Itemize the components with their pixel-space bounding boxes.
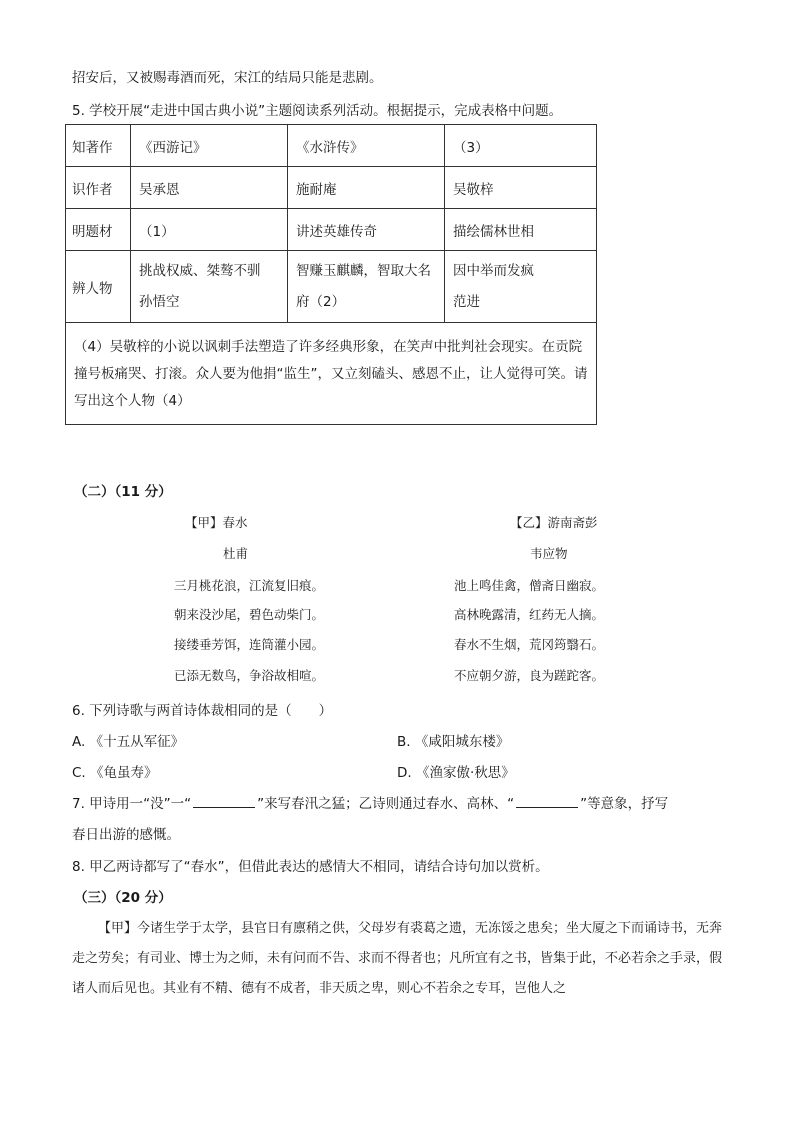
- option-b: B. 《咸阳城东楼》: [397, 734, 510, 750]
- table-cell: （3）: [445, 125, 597, 167]
- poem-line: 已添无数鸟，争浴故相喧。: [174, 668, 325, 683]
- answer-blank[interactable]: [193, 795, 255, 808]
- table-cell: 讲述英雄传奇: [288, 209, 445, 251]
- cell-line: 因中举而发疯: [453, 262, 534, 279]
- option-d: D. 《渔家傲·秋思》: [397, 765, 515, 781]
- poem-line: 朝来没沙尾，碧色动柴门。: [174, 607, 325, 622]
- poem-line: 三月桃花浪，江流复旧痕。: [174, 578, 325, 593]
- cell-line: 挑战权威、桀骜不驯: [139, 262, 261, 279]
- table-cell: 描绘儒林世相: [445, 209, 597, 251]
- poem-line: 池上鸣佳禽，僧斋日幽寂。: [454, 578, 605, 593]
- option-a: A. 《十五从军征》: [72, 734, 185, 750]
- row-head: 明题材: [66, 209, 131, 251]
- cell-line: 范进: [453, 293, 480, 310]
- table-cell: 《水浒传》: [288, 125, 445, 167]
- table-row: [66, 125, 597, 167]
- option-c: C. 《龟虽寿》: [72, 765, 158, 781]
- poem-line: 接缕垂芳饵，连筒灌小园。: [174, 637, 325, 652]
- cell-line: 府（2）: [296, 293, 346, 310]
- cell-line: 智赚玉麒麟，智取大名: [296, 262, 431, 279]
- question-7-line-1: [72, 792, 668, 812]
- question-5-prompt: 5. 学校开展“走进中国古典小说”主题阅读系列活动。根据提示，完成表格中问题。: [72, 103, 563, 119]
- answer-blank[interactable]: [516, 795, 578, 808]
- poem-a-title: 【甲】春水: [185, 515, 248, 530]
- continuation-line: 招安后，又被赐毒酒而死，宋江的结局只能是悲剧。: [72, 70, 383, 86]
- row-head: 识作者: [66, 167, 131, 209]
- table-cell: [445, 251, 597, 323]
- table-cell: 吴敬梓: [445, 167, 597, 209]
- table-cell: [131, 251, 288, 323]
- section-3-heading: （三）（20 分）: [74, 890, 172, 906]
- table-row: [66, 209, 597, 251]
- table-row: [66, 251, 597, 323]
- question-8: 8. 甲乙两诗都写了“春水”，但借此表达的感情大不相同，请结合诗句加以赏析。: [72, 859, 549, 875]
- row-head: 辨人物: [66, 251, 131, 323]
- table-row: [66, 323, 597, 425]
- row-head: 知著作: [66, 125, 131, 167]
- passage-jia: 【甲】今诸生学于太学，县官日有廪稍之供，父母岁有裘葛之遗，无冻馁之患矣；坐大厦之下而诵诗书，无奔走之劳矣；有司业、博士为之师，未有问而不告、求而不得者也；凡所宜有之书，皆集于此，不必若余之手录，假诸人而后见也。其业有不精、德有不成者，非天质之卑，则心不若余之专耳，岂他人之: [72, 921, 723, 996]
- table-cell: 施耐庵: [288, 167, 445, 209]
- question-7-line-2: 春日出游的感慨。: [72, 827, 180, 843]
- section-2-heading: （二）（11 分）: [74, 484, 172, 500]
- poem-b-author: 韦应物: [530, 546, 568, 561]
- table-cell: [288, 251, 445, 323]
- poem-b-title: 【乙】游南斋彭: [510, 515, 598, 530]
- cell-line: 孙悟空: [139, 293, 180, 310]
- poem-line: 春水不生烟，荒冈筠翳石。: [454, 637, 605, 652]
- table-cell: 吴承恩: [131, 167, 288, 209]
- q7-text: 7. 甲诗用一“没”一“: [72, 796, 192, 812]
- poem-a-author: 杜甫: [223, 546, 249, 561]
- poem-line: 不应朝夕游，良为蹉跎客。: [454, 668, 605, 683]
- poem-line: 高林晚露清，红药无人摘。: [454, 607, 605, 622]
- table-cell: （1）: [131, 209, 288, 251]
- q7-text: ”等意象，抒写: [580, 796, 669, 812]
- q7-text: ”来写春汛之猛；乙诗则通过春水、高林、“: [257, 796, 515, 812]
- table-note: （4）吴敬梓的小说以讽刺手法塑造了许多经典形象，在笑声中批判社会现实。在贡院撞号板痛哭、打滚。众人要为他捐“监生”，又立刻磕头、感恩不止，让人觉得可笑。请写出这个人物（4）: [66, 323, 597, 425]
- novel-table: [65, 124, 597, 425]
- table-cell: 《西游记》: [131, 125, 288, 167]
- table-row: [66, 167, 597, 209]
- question-6-prompt: 6. 下列诗歌与两首诗体裁相同的是（ ）: [72, 703, 333, 719]
